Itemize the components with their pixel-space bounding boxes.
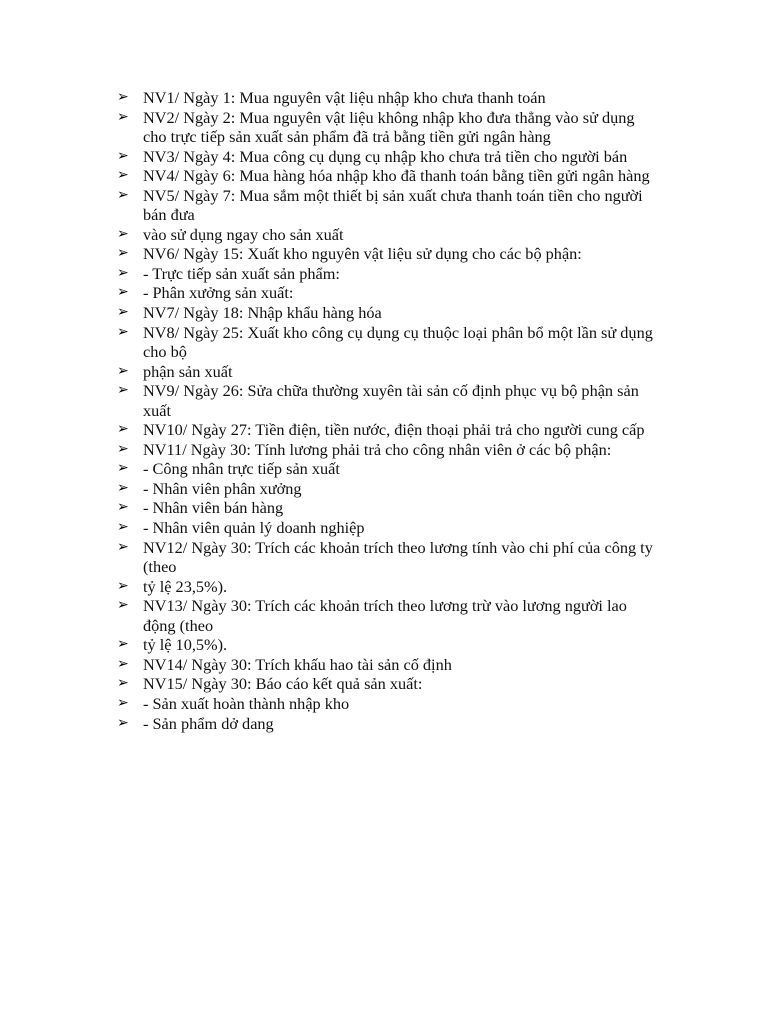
arrowhead-bullet-icon: ➢ [117, 479, 129, 496]
arrowhead-bullet-icon: ➢ [117, 89, 129, 105]
arrowhead-bullet-icon: ➢ [117, 382, 129, 399]
list-item [117, 674, 662, 694]
transaction-list [117, 88, 662, 733]
list-item-text: - Nhân viên quản lý doanh nghiệp [143, 518, 365, 538]
list-item-text: NV6/ Ngày 15: Xuất kho nguyên vật liệu sử dụng cho các bộ phận: [143, 244, 582, 264]
arrowhead-bullet-icon: ➢ [117, 694, 129, 711]
arrowhead-bullet-icon: ➢ [117, 538, 129, 555]
list-item-text: NV4/ Ngày 6: Mua hàng hóa nhập kho đã thanh toán bằng tiền gửi ngân hàng [143, 166, 650, 186]
list-item [117, 635, 662, 655]
list-item [117, 225, 662, 245]
list-item [117, 186, 662, 225]
arrowhead-bullet-icon: ➢ [117, 304, 129, 321]
list-item [117, 381, 662, 420]
list-item-text: tỷ lệ 10,5%). [143, 635, 228, 655]
arrowhead-bullet-icon: ➢ [117, 108, 129, 125]
arrowhead-bullet-icon: ➢ [117, 264, 129, 281]
arrowhead-bullet-icon: ➢ [117, 655, 129, 672]
list-item-text: NV7/ Ngày 18: Nhập khẩu hàng hóa [143, 303, 382, 323]
arrowhead-bullet-icon: ➢ [117, 245, 129, 262]
list-item [117, 283, 662, 303]
list-item [117, 303, 662, 323]
list-item-text: NV9/ Ngày 26: Sửa chữa thường xuyên tài sản cố định phục vụ bộ phận sản xuất [143, 381, 639, 420]
list-item [117, 538, 662, 577]
list-item-text: NV1/ Ngày 1: Mua nguyên vật liệu nhập kho chưa thanh toán [143, 88, 546, 107]
list-item-text: NV12/ Ngày 30: Trích các khoản trích theo lương tính vào chi phí của công ty (theo [143, 537, 653, 577]
list-item-text: - Phân xưởng sản xuất: [143, 283, 294, 303]
list-item [117, 518, 662, 538]
list-item [117, 714, 662, 734]
list-item [117, 498, 662, 518]
list-item [117, 264, 662, 284]
list-item-text: - Nhân viên phân xưởng [143, 478, 302, 498]
list-item [117, 596, 662, 635]
list-item [117, 244, 662, 264]
arrowhead-bullet-icon: ➢ [117, 440, 129, 457]
list-item-text: - Công nhân trực tiếp sản xuất [143, 459, 340, 479]
list-item [117, 147, 662, 167]
list-item [117, 479, 662, 499]
list-item-text: NV13/ Ngày 30: Trích các khoản trích theo lương trừ vào lương người lao động (theo [143, 596, 627, 635]
list-item-text: NV8/ Ngày 25: Xuất kho công cụ dụng cụ thuộc loại phân bổ một lần sử dụng cho bộ [143, 322, 653, 362]
list-item [117, 166, 662, 186]
list-item-text: - Sản xuất hoàn thành nhập kho [143, 693, 350, 713]
list-item-text: NV5/ Ngày 7: Mua sắm một thiết bị sản xuất chưa thanh toán tiền cho người bán đưa [143, 185, 643, 225]
list-item-text: - Nhân viên bán hàng [143, 498, 284, 518]
arrowhead-bullet-icon: ➢ [117, 597, 129, 614]
list-item [117, 362, 662, 382]
list-item-text: tỷ lệ 23,5%). [143, 576, 228, 596]
arrowhead-bullet-icon: ➢ [117, 675, 129, 692]
arrowhead-bullet-icon: ➢ [117, 284, 129, 301]
arrowhead-bullet-icon: ➢ [117, 499, 129, 516]
list-item [117, 108, 662, 147]
arrowhead-bullet-icon: ➢ [117, 323, 129, 340]
list-item [117, 459, 662, 479]
list-item-text: - Sản phẩm dở dang [143, 713, 274, 733]
arrowhead-bullet-icon: ➢ [117, 519, 129, 536]
list-item [117, 323, 662, 362]
list-item-text: NV11/ Ngày 30: Tính lương phải trả cho công nhân viên ở các bộ phận: [143, 439, 612, 459]
list-item [117, 88, 662, 108]
list-item-text: NV3/ Ngày 4: Mua công cụ dụng cụ nhập kho chưa trả tiền cho người bán [143, 146, 628, 166]
arrowhead-bullet-icon: ➢ [117, 362, 129, 379]
arrowhead-bullet-icon: ➢ [117, 460, 129, 477]
arrowhead-bullet-icon: ➢ [117, 714, 129, 731]
arrowhead-bullet-icon: ➢ [117, 577, 129, 594]
list-item-text: vào sử dụng ngay cho sản xuất [143, 224, 344, 244]
list-item [117, 577, 662, 597]
arrowhead-bullet-icon: ➢ [117, 421, 129, 438]
list-item-text: - Trực tiếp sản xuất sản phẩm: [143, 263, 340, 283]
list-item-text: phận sản xuất [143, 361, 233, 381]
list-item-text: NV2/ Ngày 2: Mua nguyên vật liệu không nhập kho đưa thẳng vào sử dụng cho trực tiếp sản xuất sản phẩm đã trả bằng tiền gửi ngân hàng [143, 107, 635, 147]
list-item-text: NV10/ Ngày 27: Tiền điện, tiền nước, điện thoại phải trả cho người cung cấp [143, 420, 645, 440]
arrowhead-bullet-icon: ➢ [117, 147, 129, 164]
list-item-text: NV14/ Ngày 30: Trích khấu hao tài sản cố định [143, 654, 452, 674]
list-item [117, 655, 662, 675]
list-item-text: NV15/ Ngày 30: Báo cáo kết quả sản xuất: [143, 674, 423, 694]
list-item [117, 694, 662, 714]
list-item [117, 420, 662, 440]
arrowhead-bullet-icon: ➢ [117, 167, 129, 184]
list-item [117, 440, 662, 460]
arrowhead-bullet-icon: ➢ [117, 186, 129, 203]
arrowhead-bullet-icon: ➢ [117, 225, 129, 242]
arrowhead-bullet-icon: ➢ [117, 636, 129, 653]
